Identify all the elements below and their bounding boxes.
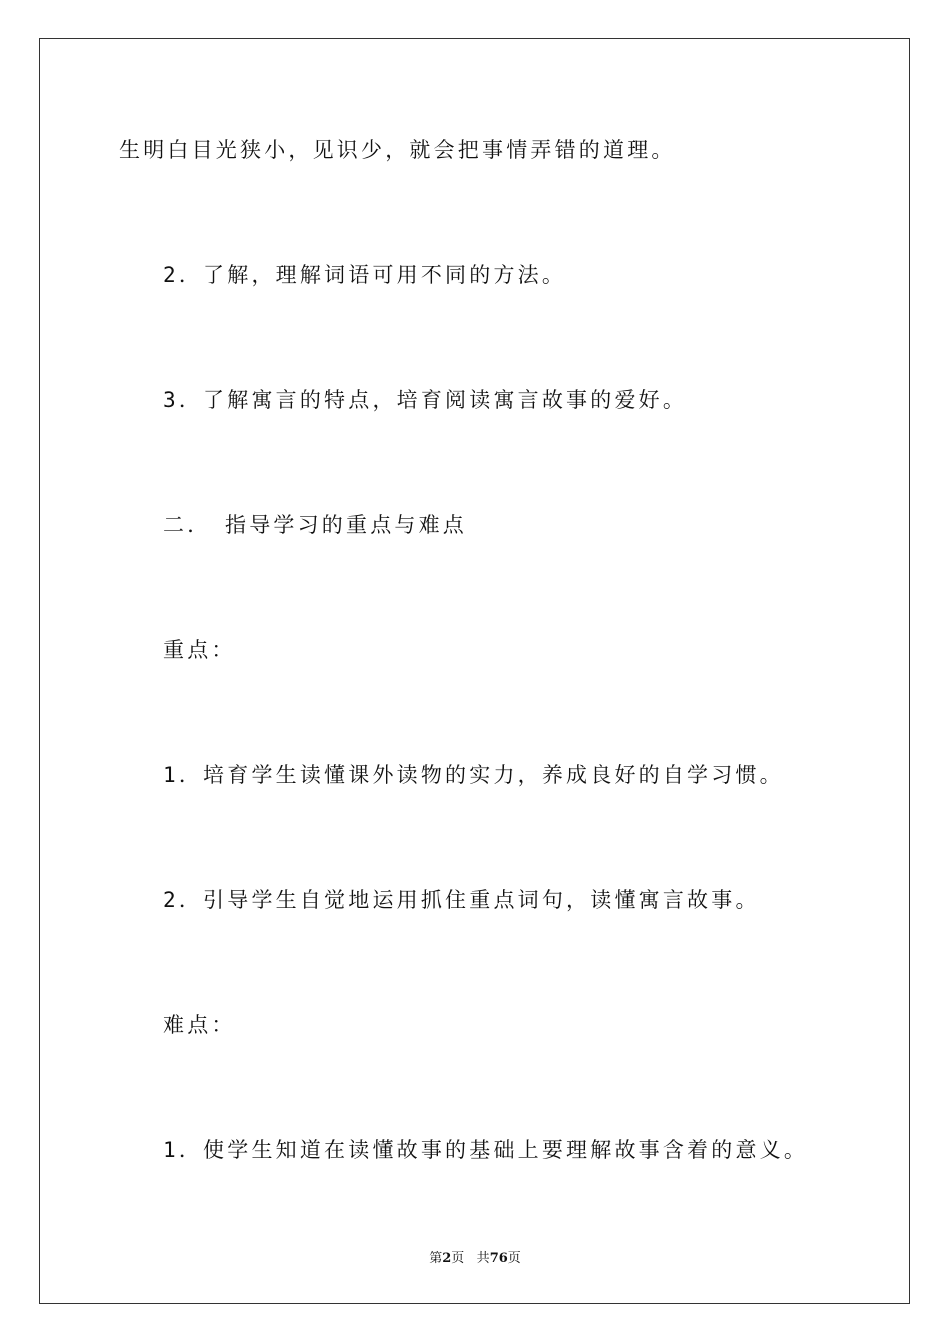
section-heading: [163, 511, 467, 539]
paragraph-line: 生明白目光狭小，见识少，就会把事情弄错的道理。: [119, 138, 676, 162]
key-point-2: 2．引导学生自觉地运用抓住重点词句，读懂寓言故事。: [163, 888, 760, 912]
key-points-label: 重点：: [163, 638, 236, 662]
footer-total-suffix: 页: [507, 1251, 521, 1266]
difficulty-1: 1．使学生知道在读懂故事的基础上要理解故事含着的意义。: [163, 1138, 809, 1162]
section-heading-title: 指导学习的重点与难点: [225, 513, 467, 537]
key-point-1: 1．培育学生读懂课外读物的实力，养成良好的自学习惯。: [163, 763, 784, 787]
list-item-3: 3．了解寓言的特点，培育阅读寓言故事的爱好。: [163, 388, 688, 412]
page-frame: [39, 38, 910, 1304]
footer-page-prefix: 第: [429, 1251, 443, 1266]
footer-page-suffix: 页: [451, 1251, 465, 1266]
list-item-2: 2．了解，理解词语可用不同的方法。: [163, 263, 567, 287]
footer-total-prefix: 共: [476, 1251, 490, 1266]
page-footer: [0, 1247, 950, 1266]
footer-page-number: 2: [442, 1251, 452, 1266]
section-heading-number: 二．: [163, 513, 212, 537]
footer-total-pages: 76: [489, 1251, 508, 1266]
difficulties-label: 难点：: [163, 1013, 236, 1037]
